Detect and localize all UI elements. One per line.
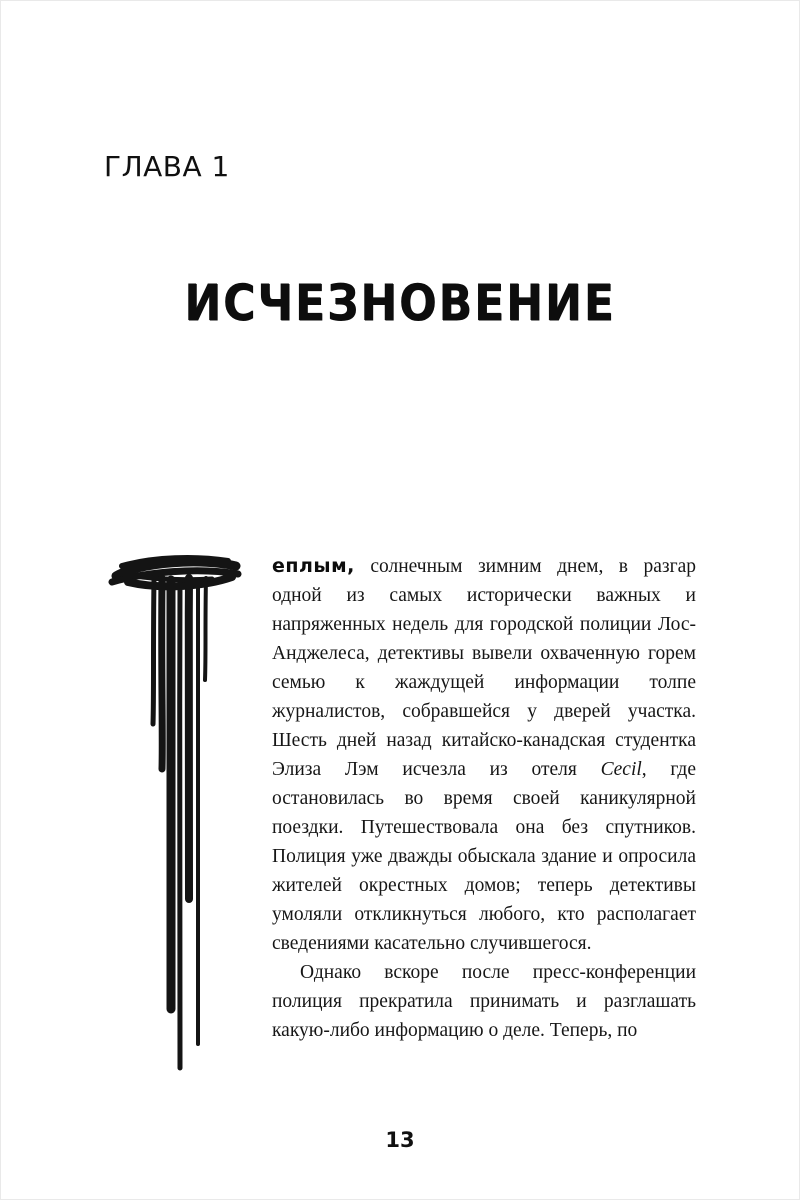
hotel-name-italic: Cecil <box>600 759 642 780</box>
chapter-label: ГЛАВА 1 <box>104 150 230 183</box>
dropcap-letter <box>104 552 105 553</box>
page-content <box>104 552 696 1082</box>
dropcap-art-column <box>104 552 272 1082</box>
dropcap-lead-word: еплым, <box>272 555 355 577</box>
paragraph-2: Однако вскоре после пресс-конференции полиция прекратила принимать и разглашать какую-либо информацию о деле. Теперь, по <box>272 962 696 1041</box>
paragraph-1-text-continued: , где остановилась во время своей каникулярной поездки. Путешествовала она без спутников. Полиция уже дважды обыскала здание и опросила жителей окрестных домов; теперь детективы умоляли откликнуться любого, кто располагает сведениями касательно случившегося. <box>272 759 697 954</box>
paragraph-1 <box>272 552 696 958</box>
chapter-title: ИСЧЕЗНОВЕНИЕ <box>184 274 616 333</box>
page-number: 13 <box>385 1128 415 1152</box>
body-text-column <box>272 552 696 1082</box>
paragraph-1-text: солнечным зимним днем, в разгар одной из самых исторически важных и напряженных недель для городской полиции Лос-Анджелеса, детективы вывели охваченную горем семью к жаждущей информации толпе журналистов, собравшейся у дверей участка. Шесть дней назад китайско-канадская студентка Элиза Лэм исчезла из отеля <box>272 556 696 780</box>
ink-drip-letter-t-icon <box>108 552 248 1082</box>
